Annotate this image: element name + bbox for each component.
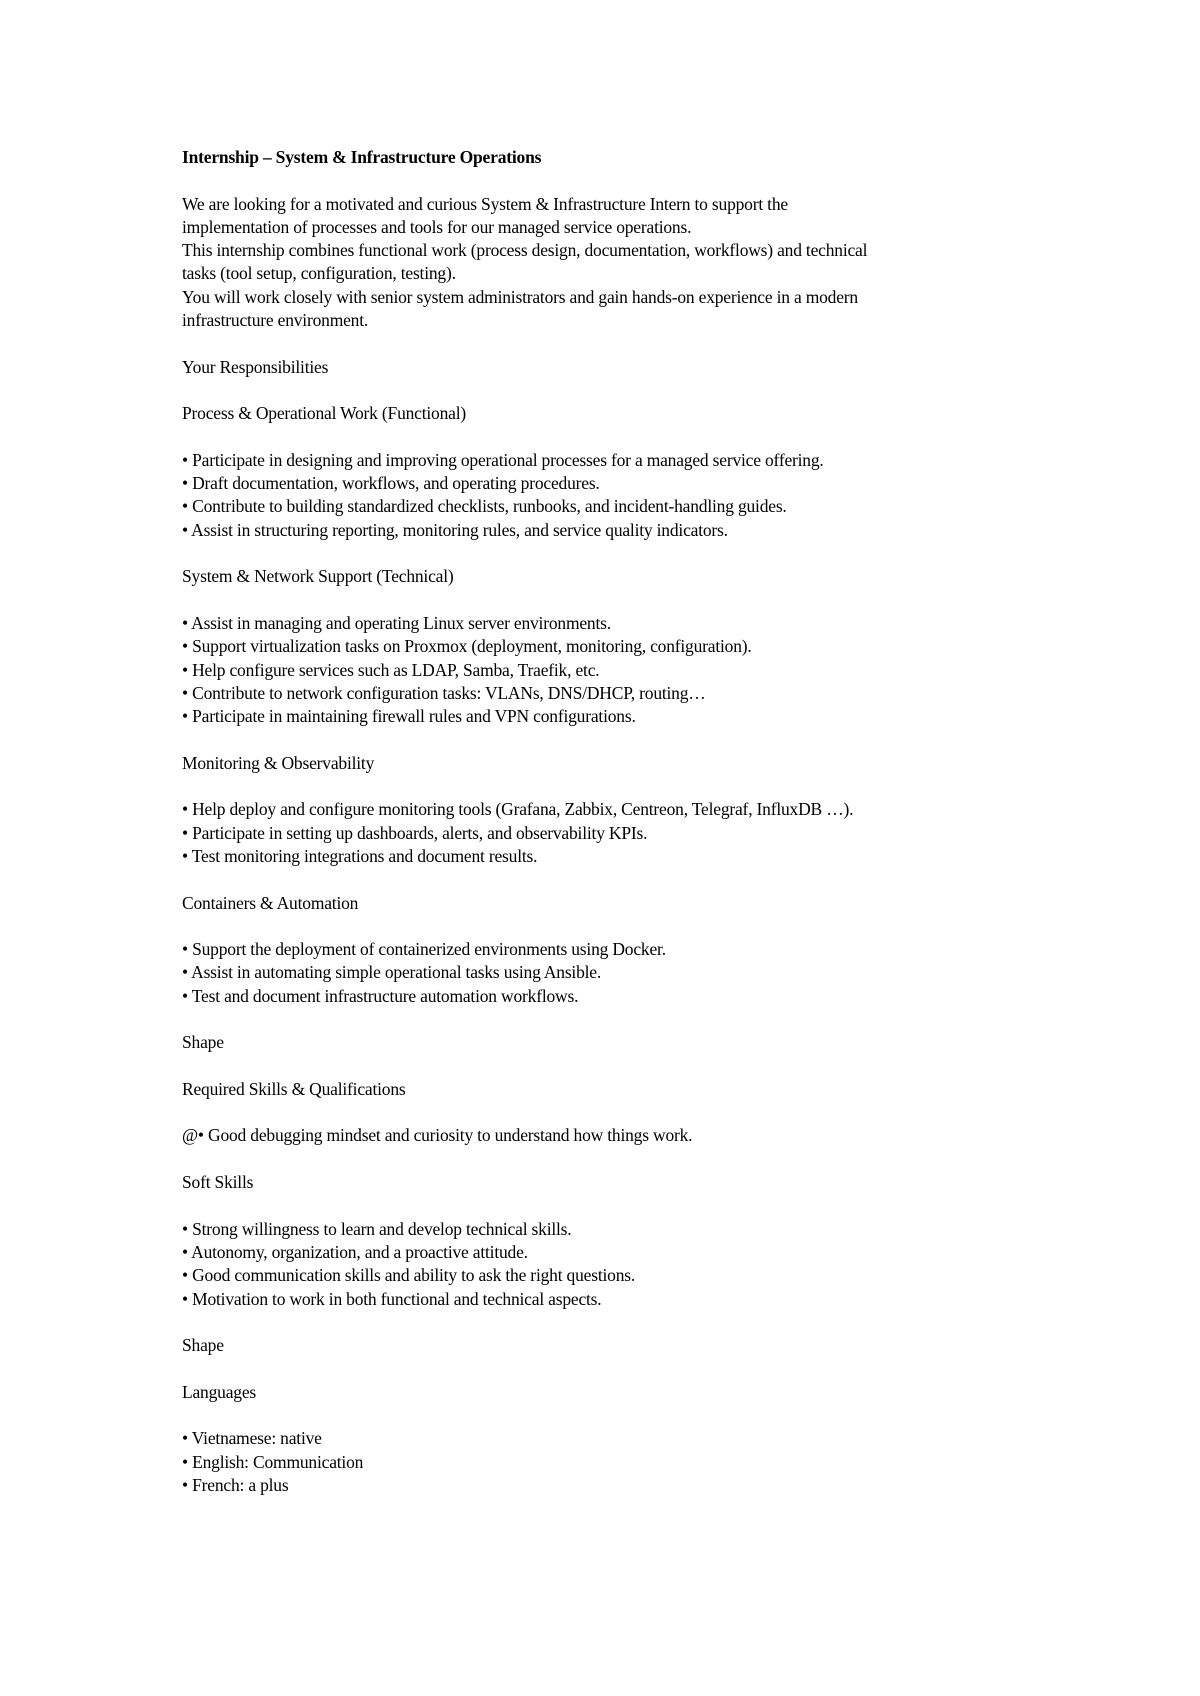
monitoring-heading: Monitoring & Observability bbox=[182, 752, 375, 773]
list-item: • Participate in designing and improving operational processes for a managed service offering. bbox=[182, 449, 824, 470]
list-item: • Strong willingness to learn and develop technical skills. bbox=[182, 1218, 572, 1239]
spacer bbox=[182, 1357, 1022, 1380]
spacer bbox=[182, 589, 1022, 612]
system-heading: System & Network Support (Technical) bbox=[182, 566, 454, 587]
spacer bbox=[182, 542, 1022, 565]
list-item: • Autonomy, organization, and a proactive attitude. bbox=[182, 1241, 528, 1262]
spacer bbox=[182, 1148, 1022, 1171]
spacer bbox=[182, 775, 1022, 798]
list-item: • French: a plus bbox=[182, 1474, 289, 1495]
list-item: • Participate in setting up dashboards, alerts, and observability KPIs. bbox=[182, 822, 648, 843]
list-item: • Support the deployment of containerized environments using Docker. bbox=[182, 939, 666, 960]
spacer bbox=[182, 1008, 1022, 1031]
intro-line: tasks (tool setup, configuration, testing). bbox=[182, 263, 456, 284]
shape-placeholder: Shape bbox=[182, 1032, 224, 1053]
list-item: • Help configure services such as LDAP, Samba, Traefik, etc. bbox=[182, 659, 600, 680]
spacer bbox=[182, 915, 1022, 938]
responsibilities-heading: Your Responsibilities bbox=[182, 356, 329, 377]
intro-line: This internship combines functional work (process design, documentation, workflows) and technical bbox=[182, 240, 868, 261]
intro-line: You will work closely with senior system administrators and gain hands-on experience in a modern bbox=[182, 286, 858, 307]
document-title: Internship – System & Infrastructure Operations bbox=[182, 147, 542, 167]
monitoring-list bbox=[182, 798, 1022, 868]
list-item: • Contribute to network configuration tasks: VLANs, DNS/DHCP, routing… bbox=[182, 682, 706, 703]
list-item: • Vietnamese: native bbox=[182, 1428, 322, 1449]
spacer bbox=[182, 379, 1022, 402]
languages-heading: Languages bbox=[182, 1381, 257, 1402]
shape-placeholder: Shape bbox=[182, 1335, 224, 1356]
list-item: • Assist in automating simple operational tasks using Ansible. bbox=[182, 962, 602, 983]
list-item: • Assist in managing and operating Linux server environments. bbox=[182, 612, 611, 633]
containers-heading: Containers & Automation bbox=[182, 892, 359, 913]
list-item: • Test and document infrastructure automation workflows. bbox=[182, 985, 579, 1006]
document-page bbox=[182, 146, 1022, 1497]
process-heading: Process & Operational Work (Functional) bbox=[182, 403, 467, 424]
required-line: @• Good debugging mindset and curiosity to understand how things work. bbox=[182, 1125, 693, 1146]
list-item: • Contribute to building standardized checklists, runbooks, and incident-handling guides. bbox=[182, 496, 787, 517]
soft-skills-list bbox=[182, 1218, 1022, 1311]
intro-line: We are looking for a motivated and curious System & Infrastructure Intern to support the bbox=[182, 193, 788, 214]
intro-line: infrastructure environment. bbox=[182, 310, 369, 331]
soft-skills-heading: Soft Skills bbox=[182, 1172, 254, 1193]
process-list bbox=[182, 449, 1022, 542]
list-item: • Good communication skills and ability to ask the right questions. bbox=[182, 1265, 636, 1286]
list-item: • English: Communication bbox=[182, 1451, 364, 1472]
spacer bbox=[182, 169, 1022, 192]
list-item: • Support virtualization tasks on Proxmox (deployment, monitoring, configuration). bbox=[182, 636, 752, 657]
list-item: • Draft documentation, workflows, and operating procedures. bbox=[182, 473, 600, 494]
spacer bbox=[182, 728, 1022, 751]
intro-line: implementation of processes and tools for our managed service operations. bbox=[182, 216, 692, 237]
system-list bbox=[182, 612, 1022, 728]
languages-list bbox=[182, 1427, 1022, 1497]
spacer bbox=[182, 868, 1022, 891]
list-item: • Test monitoring integrations and document results. bbox=[182, 845, 538, 866]
list-item: • Participate in maintaining firewall rules and VPN configurations. bbox=[182, 706, 636, 727]
list-item: • Assist in structuring reporting, monitoring rules, and service quality indicators. bbox=[182, 519, 728, 540]
spacer bbox=[182, 1194, 1022, 1217]
intro-paragraph bbox=[182, 193, 1022, 333]
containers-list bbox=[182, 938, 1022, 1008]
spacer bbox=[182, 1055, 1022, 1078]
spacer bbox=[182, 1311, 1022, 1334]
spacer bbox=[182, 1101, 1022, 1124]
spacer bbox=[182, 426, 1022, 449]
spacer bbox=[182, 332, 1022, 355]
spacer bbox=[182, 1404, 1022, 1427]
list-item: • Motivation to work in both functional and technical aspects. bbox=[182, 1288, 602, 1309]
list-item: • Help deploy and configure monitoring tools (Grafana, Zabbix, Centreon, Telegraf, InfluxDB …). bbox=[182, 799, 854, 820]
required-heading: Required Skills & Qualifications bbox=[182, 1078, 406, 1099]
